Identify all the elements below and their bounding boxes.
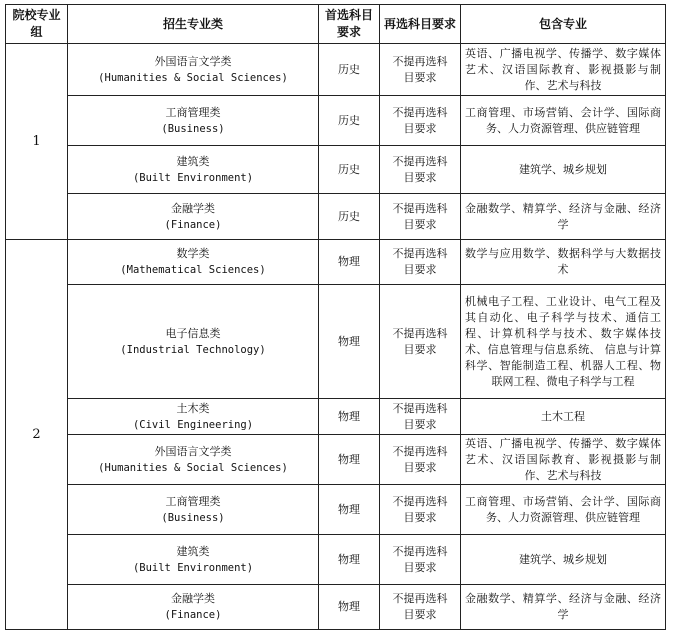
majors-cell: 机械电子工程、工业设计、电气工程及其自动化、电子科学与技术、通信工程、计算机科学与技术、数字媒体技术、信息管理与信息系统、 信息与计算科学、智能制造工程、机器人工程、物联网工程、微电子科学与工程 <box>461 285 666 399</box>
category-name-cn: 金融学类 <box>171 201 215 215</box>
category-name-en: (Built Environment) <box>132 561 254 574</box>
reselect-requirement-cell: 不提再选科目要求 <box>380 285 461 399</box>
majors-cell: 建筑学、城乡规划 <box>461 146 666 194</box>
category-cell <box>68 435 319 485</box>
first-subject-cell: 物理 <box>319 585 380 630</box>
category-name-cn: 外国语言文学类 <box>154 54 232 68</box>
admissions-table <box>5 4 666 630</box>
category-name-cn: 工商管理类 <box>165 105 221 119</box>
reselect-requirement-cell: 不提再选科目要求 <box>380 146 461 194</box>
majors-cell: 工商管理、市场营销、会计学、国际商务、人力资源管理、供应链管理 <box>461 96 666 146</box>
header-majors: 包含专业 <box>461 5 666 44</box>
category-name-en: (Business) <box>161 122 225 135</box>
category-name-cn: 外国语言文学类 <box>154 444 232 458</box>
category-name-en: (Humanities & Social Sciences) <box>98 461 288 474</box>
category-name-cn: 土木类 <box>176 401 210 415</box>
category-name-cn: 数学类 <box>176 247 210 260</box>
category-cell <box>68 44 319 96</box>
first-subject-cell: 物理 <box>319 285 380 399</box>
table-row <box>6 285 666 399</box>
category-cell <box>68 146 319 194</box>
first-subject-cell: 物理 <box>319 399 380 435</box>
group-number-cell: 2 <box>6 240 68 630</box>
table-row <box>6 146 666 194</box>
first-subject-cell: 物理 <box>319 535 380 585</box>
category-cell <box>68 240 319 285</box>
category-name-en: (Finance) <box>164 609 222 621</box>
category-name-en: (Finance) <box>164 218 222 231</box>
header-row <box>6 5 666 44</box>
category-name-cn: 工商管理类 <box>165 494 221 508</box>
reselect-requirement-cell: 不提再选科目要求 <box>380 240 461 285</box>
first-subject-cell: 物理 <box>319 435 380 485</box>
table-row <box>6 399 666 435</box>
category-name-cn: 金融学类 <box>171 592 215 605</box>
reselect-requirement-cell: 不提再选科目要求 <box>380 96 461 146</box>
group-number-cell: 1 <box>6 44 68 240</box>
majors-cell: 英语、广播电视学、传播学、数字媒体艺术、汉语国际教育、影视摄影与制作、艺术与科技 <box>461 435 666 485</box>
reselect-requirement-cell: 不提再选科目要求 <box>380 485 461 535</box>
reselect-requirement-cell: 不提再选科目要求 <box>380 535 461 585</box>
category-name-en: (Business) <box>161 511 225 524</box>
header-reselect: 再选科目要求 <box>380 5 461 44</box>
table-row <box>6 194 666 240</box>
table-row <box>6 44 666 96</box>
category-cell <box>68 96 319 146</box>
category-cell <box>68 585 319 630</box>
reselect-requirement-cell: 不提再选科目要求 <box>380 399 461 435</box>
table-row <box>6 435 666 485</box>
majors-cell: 建筑学、城乡规划 <box>461 535 666 585</box>
header-category: 招生专业类 <box>68 5 319 44</box>
majors-cell: 金融数学、精算学、经济与金融、经济学 <box>461 194 666 240</box>
majors-cell: 工商管理、市场营销、会计学、国际商务、人力资源管理、供应链管理 <box>461 485 666 535</box>
category-cell <box>68 285 319 399</box>
category-name-en: (Civil Engineering) <box>132 418 254 431</box>
category-cell <box>68 399 319 435</box>
first-subject-cell: 历史 <box>319 96 380 146</box>
category-name-en: (Humanities & Social Sciences) <box>98 71 288 84</box>
first-subject-cell: 物理 <box>319 485 380 535</box>
first-subject-cell: 历史 <box>319 146 380 194</box>
table-row <box>6 585 666 630</box>
table-row <box>6 240 666 285</box>
table-body <box>6 44 666 630</box>
first-subject-cell: 物理 <box>319 240 380 285</box>
table-row <box>6 535 666 585</box>
category-name-cn: 电子信息类 <box>165 326 221 340</box>
category-name-en: (Mathematical Sciences) <box>120 264 266 276</box>
reselect-requirement-cell: 不提再选科目要求 <box>380 585 461 630</box>
table-row <box>6 96 666 146</box>
first-subject-cell: 历史 <box>319 194 380 240</box>
header-group: 院校专业组 <box>6 5 68 44</box>
category-cell <box>68 485 319 535</box>
reselect-requirement-cell: 不提再选科目要求 <box>380 435 461 485</box>
category-name-cn: 建筑类 <box>176 544 210 558</box>
majors-cell: 土木工程 <box>461 399 666 435</box>
reselect-requirement-cell: 不提再选科目要求 <box>380 194 461 240</box>
majors-cell: 金融数学、精算学、经济与金融、经济学 <box>461 585 666 630</box>
majors-cell: 数学与应用数学、数据科学与大数据技术 <box>461 240 666 285</box>
table-row <box>6 485 666 535</box>
category-cell <box>68 194 319 240</box>
majors-cell: 英语、广播电视学、传播学、数字媒体艺术、汉语国际教育、影视摄影与制作、艺术与科技 <box>461 44 666 96</box>
first-subject-cell: 历史 <box>319 44 380 96</box>
header-first-subject: 首选科目要求 <box>319 5 380 44</box>
category-cell <box>68 535 319 585</box>
reselect-requirement-cell: 不提再选科目要求 <box>380 44 461 96</box>
category-name-en: (Built Environment) <box>132 171 254 184</box>
category-name-cn: 建筑类 <box>176 154 210 168</box>
category-name-en: (Industrial Technology) <box>120 343 266 356</box>
